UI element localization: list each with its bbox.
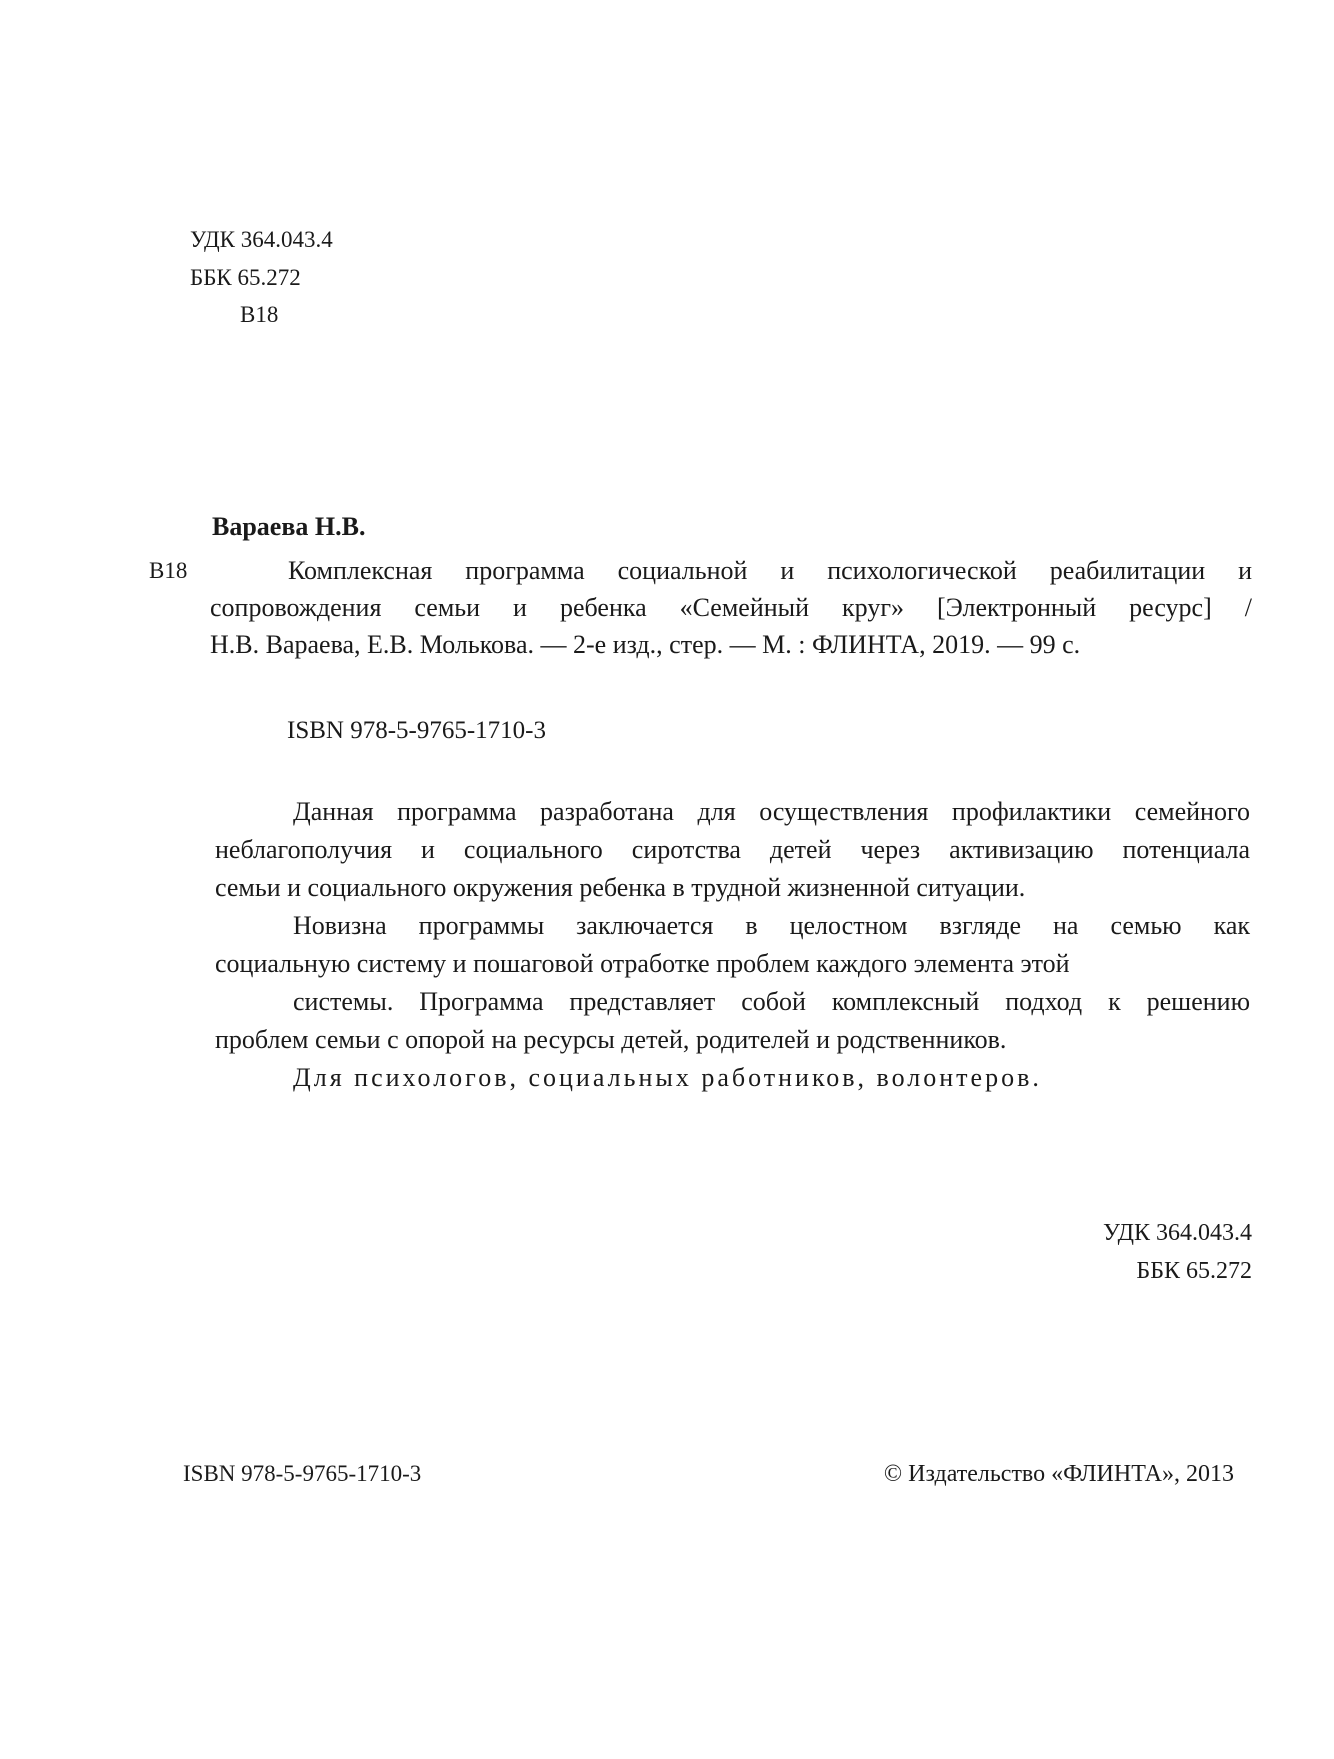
- bibliographic-description: [210, 552, 1252, 663]
- annotation-line: Новизна программы заключается в целостном взгляде на семью как: [293, 911, 1250, 940]
- annotation: [215, 793, 1250, 1097]
- author-heading: Вараева Н.В.: [212, 512, 366, 541]
- udk-code: УДК 364.043.4: [190, 227, 333, 252]
- biblio-line: сопровождения семьи и ребенка «Семейный круг» [Электронный ресурс] /: [210, 593, 1252, 622]
- bbk-code-bottom: ББК 65.272: [1136, 1258, 1252, 1284]
- bbk-code: ББК 65.272: [190, 265, 301, 290]
- annotation-line: семьи и социального окружения ребенка в трудной жизненной ситуации.: [215, 873, 1026, 902]
- biblio-line: Н.В. Вараева, Е.В. Молькова. — 2-е изд., стер. — М. : ФЛИНТА, 2019. — 99 с.: [210, 630, 1081, 659]
- udk-code-bottom: УДК 364.043.4: [1103, 1220, 1252, 1246]
- annotation-line: социальную систему и пошаговой отработке проблем каждого элемента этой: [215, 949, 1070, 978]
- copyright-notice: © Издательство «ФЛИНТА», 2013: [883, 1461, 1234, 1487]
- isbn-footer: ISBN 978-5-9765-1710-3: [183, 1461, 422, 1486]
- annotation-line: неблагополучия и социального сиротства детей через активизацию потенциала: [215, 835, 1250, 864]
- author-sign-code-margin: В18: [149, 558, 188, 583]
- isbn: ISBN 978-5-9765-1710-3: [287, 717, 547, 744]
- annotation-line: системы. Программа представляет собой комплексный подход к решению: [293, 987, 1250, 1016]
- annotation-line: Данная программа разработана для осуществления профилактики семейного: [293, 797, 1250, 826]
- annotation-line: проблем семьи с опорой на ресурсы детей, родителей и родственников.: [215, 1025, 1007, 1054]
- author-sign-code: В18: [240, 302, 279, 327]
- biblio-line: Комплексная программа социальной и психологической реабилитации и: [288, 556, 1252, 585]
- audience-line: Для психологов, социальных работников, волонтеров.: [293, 1063, 1042, 1092]
